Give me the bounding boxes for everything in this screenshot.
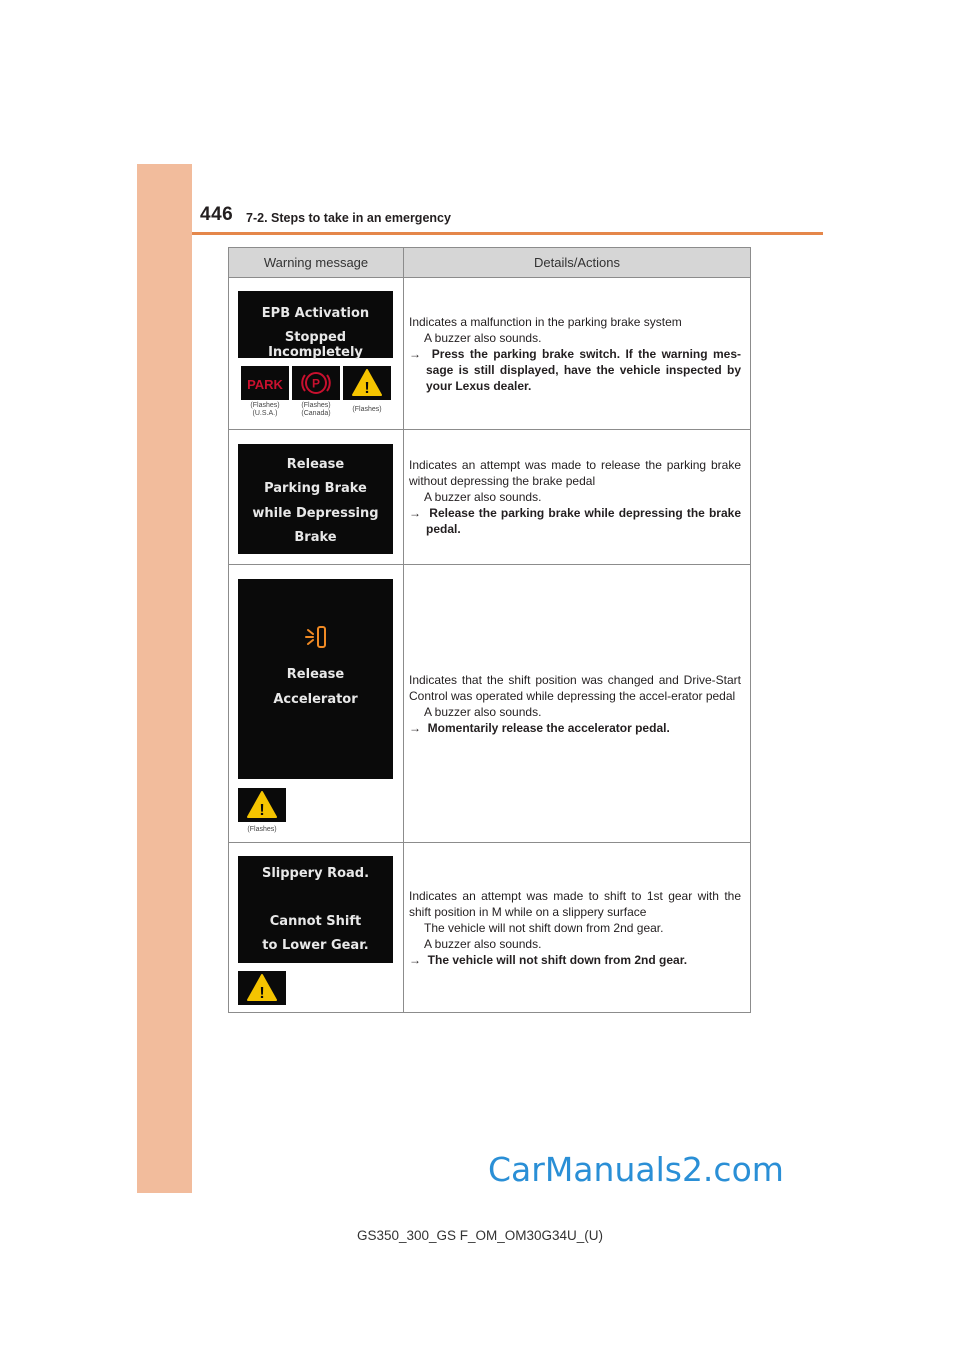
details-cell	[404, 843, 751, 1013]
header-rule	[192, 232, 823, 235]
svg-text:!: !	[364, 380, 370, 397]
display-release-parking-brake	[238, 444, 393, 554]
display-line: Parking Brake	[264, 481, 367, 496]
table-row	[229, 843, 751, 1013]
action: → Press the parking brake switch. If the warning mes-sage is still displayed, have the vehicle inspected by your Lexus dealer.	[409, 346, 741, 393]
icon-caption: (Flashes) (Canada)	[301, 402, 331, 417]
park-indicator-icon	[241, 366, 289, 400]
accelerator-pedal-icon	[302, 625, 330, 649]
description: Indicates an attempt was made to release the parking brake without depressing the brake pedal	[409, 458, 741, 488]
note: A buzzer also sounds.	[424, 936, 542, 951]
page-number: 446	[200, 204, 234, 225]
display-release-accelerator	[238, 579, 393, 779]
table-row	[229, 278, 751, 430]
column-header-warning-message: Warning message	[229, 248, 404, 278]
warning-triangle-icon	[238, 971, 286, 1005]
display-line: Accelerator	[273, 692, 358, 707]
note: A buzzer also sounds.	[424, 330, 542, 345]
table-row	[229, 565, 751, 843]
side-tab-strip	[137, 164, 192, 1193]
display-line: to Lower Gear.	[262, 938, 369, 953]
warning-message-cell	[229, 278, 404, 430]
table-header-row	[229, 248, 751, 278]
parking-brake-p-icon	[292, 366, 340, 400]
note: A buzzer also sounds.	[424, 704, 542, 719]
action: → The vehicle will not shift down from 2nd gear.	[409, 952, 688, 967]
column-header-details: Details/Actions	[404, 248, 751, 278]
action: → Momentarily release the accelerator pedal.	[409, 720, 670, 735]
display-line: Slippery Road.	[261, 866, 370, 881]
display-line: Stopped Incompletely	[268, 330, 363, 360]
arrow-icon: →	[409, 346, 421, 361]
warning-message-cell	[229, 565, 404, 843]
details-cell	[404, 565, 751, 843]
icon-caption: (Flashes)	[352, 406, 382, 413]
arrow-icon: →	[409, 506, 421, 520]
note: The vehicle will not shift down from 2nd gear.	[424, 920, 664, 935]
watermark: CarManuals2.com	[488, 1150, 784, 1189]
display-slippery-road	[238, 856, 393, 963]
section-title: 7-2. Steps to take in an emergency	[246, 211, 451, 225]
details-cell	[404, 430, 751, 565]
svg-text:P: P	[311, 376, 321, 391]
note: A buzzer also sounds.	[424, 490, 542, 504]
arrow-icon: →	[409, 720, 421, 735]
display-line: Brake	[294, 530, 337, 545]
warning-message-cell	[229, 430, 404, 565]
action: → Release the parking brake while depressing the brake pedal.	[409, 506, 742, 536]
icon-caption: (Flashes) (U.S.A.)	[250, 402, 280, 417]
table-row	[229, 430, 751, 565]
page-footer: GS350_300_GS F_OM_OM30G34U_(U)	[356, 1228, 604, 1243]
icon-caption: (Flashes)	[247, 826, 277, 833]
description: Indicates that the shift position was changed and Drive-Start Control was operated while depressing the accel-erator pedal	[409, 672, 741, 703]
display-line: Cannot Shift	[269, 914, 362, 929]
warning-triangle-icon	[343, 366, 391, 400]
warning-triangle-icon	[238, 788, 286, 822]
details-cell	[404, 278, 751, 430]
svg-text:!: !	[259, 802, 265, 819]
display-epb-activation	[238, 291, 393, 358]
svg-text:!: !	[259, 985, 265, 1002]
display-line: Release	[286, 667, 345, 682]
display-line: Release	[286, 457, 345, 472]
display-line: while Depressing	[252, 506, 379, 521]
svg-text:PARK: PARK	[247, 377, 283, 392]
warning-table	[228, 247, 751, 1013]
description: Indicates an attempt was made to shift to 1st gear with the shift position in M while on a slippery surface	[409, 888, 741, 919]
arrow-icon: →	[409, 952, 421, 967]
description: Indicates a malfunction in the parking brake system	[409, 314, 682, 329]
warning-message-cell	[229, 843, 404, 1013]
display-line: EPB Activation	[261, 306, 370, 321]
